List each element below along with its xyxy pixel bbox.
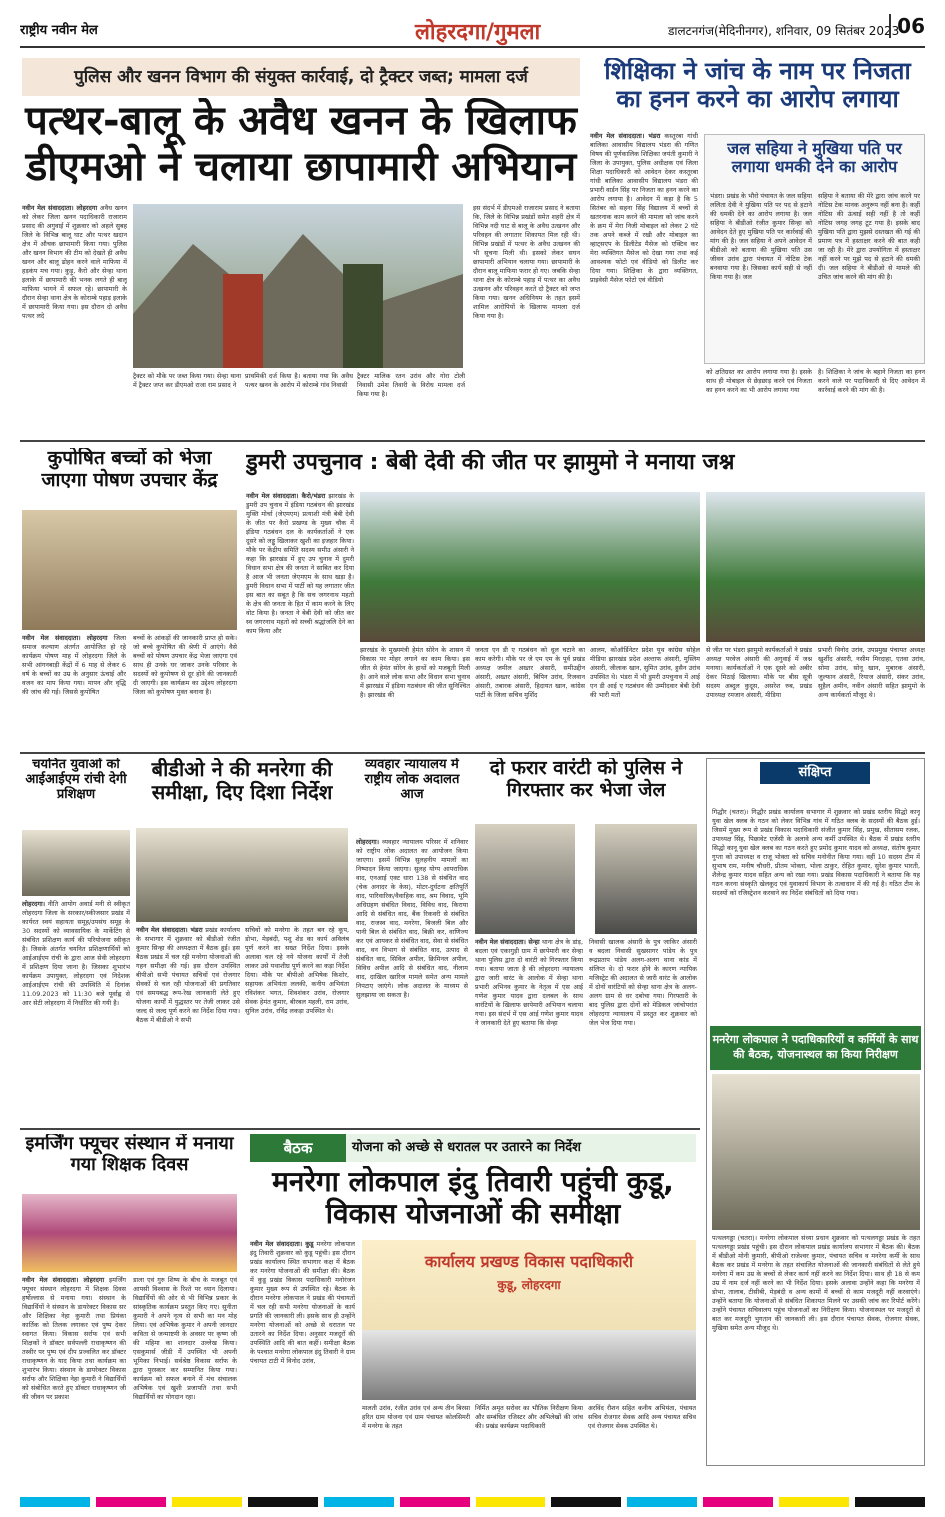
anganwadi-photo (22, 510, 237, 630)
warrant-col1 (475, 938, 583, 1122)
sahiya-col1: भंडरा। प्रखंड के भौरो पंचायत के जल सहिया ललिता देवी ने मुखिया पति पर पद से हटाने की धमकी देने का आरोप लगाया है। जल सहिया ने बीडीओ रंजीत कुमार सिन्हा को आवेदन देते हुए मुखिया पति पर कार्रवाई की मांग की है। जल सहिया ने अपने आवेदन में बीडीओ को बताया की मुखिया पति उस जीवन उरांव द्वारा पंचायत में नोटिस टेक बनवाया गया है। जिसका कार्य सही से नहीं किया गया है। जल (710, 192, 812, 281)
lead-col1-text: अवैध खनन को लेकर जिला खनन पदाधिकारी राजाराम प्रसाद की अगुवाई में शुक्रवार को अहले सुबह जिले के विभिन्न बालू घाट और पत्थर खदान क्षेत्र में औचक छापामारी किया गया। पुलिस और खनन विभाग की टीम को देखते ही अवैध खनन और बालू ढोहन करने वाले माफिया में हड़कंप मच गया। कुड़ू, कैरो और सेन्हा थाना इलाके में छापामारी की भनक लगते ही बालू माफिया भागने में सफल रहे। छापामारी के दौरान सेन्हा थाना क्षेत्र के कोराम्बे पहाड़ इलाके में छापामारी किया गया। इस दौरान दो अवैध पत्थर लदे (22, 204, 127, 320)
manrega-caption-3: अरविंद रौशन सहित कनीय अभियंता, पंचायत सचिव रोजगार सेवक आदि अन्य पंचायत सचिव एवं रोजगार सेवक उपस्थित थे। (588, 1405, 696, 1430)
dateline: डालटनगंज(मेदिनीनगर), शनिवार, 09 सितंबर 2023 (668, 24, 900, 38)
lead-headline: पत्थर-बालू के अवैध खनन के खिलाफ डीएमओ ने चलाया छापामारी अभियान (25, 98, 577, 190)
emerging-dateline: नवीन मेल संवाददाता। लोहरदगा (22, 1276, 105, 1284)
dumri-headline: डुमरी उपचुनाव : बेबी देवी की जीत पर झामुमो ने मनाया जश्न (246, 450, 735, 475)
kuposhit-col2: बच्चों के आंकड़ों की जानकारी प्राप्त हो सके। जो बच्चे कुपोषित की श्रेणी में आएंगे। वैसे बच्चों को पोषण उपचार केंद्र भेजा जाएगा एवं साथ ही उनके घर जाकर उनके परिवार के सदस्यों को कुपोषण से दूर होने की जानकारी दी जाएगी। इस कार्यक्रम का उद्देश्य लोहरदगा जिला को कुपोषण मुक्त बनाना है। (133, 634, 237, 696)
teacher-col2: को क्षतिग्रस्त का आरोप लगाया गया है। इसके साथ ही मोबाइल से छेड़छाड़ करने एवं निजता का हनन करने का भी आरोप लगाया गया (706, 368, 812, 394)
teacher-col1 (590, 132, 698, 372)
warrant-dateline: नवीन मेल संवाददाता। सेन्हा (475, 938, 540, 946)
sankshipt-tag: संक्षिप्त (760, 762, 870, 784)
sankshipt-head2: मनरेगा लोकपाल ने पदाधिकारियों व कर्मियों के साथ की बैठक, योजनास्थल का किया निरीक्षण (710, 1026, 921, 1070)
masthead (20, 14, 925, 48)
bdo-col1-text: प्रखंड कार्यालय के सभागार में शुक्रवार को बीडीओ रंजीत कुमार सिन्हा की अध्यक्षता में बैठक हुई। इस बैठक प्रखंड में चल रही मनरेगा योजनाओं की गहन समीक्षा की गई। इस दौरान उपस्थित बीपीओ सभी पंचायत सचिवों एवं रोजगार सेवकों से चल रही योजनाओं की प्रगतिवार एवं समयबद्ध रूप-रेख जानकारी लेते हुए योजना कार्यों में युद्धस्तर पर तेजी लाकर उसे जल्द से जल्द पूर्ण करने का निर्देश दिया गया। बैठक में बीडीओ ने सभी (136, 926, 240, 1024)
lokadalat-body-text: व्यवहार न्यायालय परिसर में शनिवार को राष्ट्रीय लोक अदालत का आयोजन किया जाएगा। इसमें विभिन्न सुलहनीय मामलों का निष्पादन किया जाएगा। सुलह योग्य आपराधिक वाद, एनआई एक्ट धारा 138 से संबंधित वाद (चेक अनादर के केस), मोटर-दुर्घटना क्षतिपूर्ति वाद, पारिवारिक/वैवाहिक वाद, श्रम विवाद, भूमि अधिग्रहण संबंधित विवाद, विविध वाद, किराया आदि से संबंधित वाद, बैंक रिकवरी से संबंधित वाद, राजस्व वाद, मनरेगा, बिजली बिल और पानी बिल से संबंधित वाद, बिक्री कर, वाणिज्य कर एवं आयकर से संबंधित वाद, सेवा से संबंधित वाद, वन विभाग से संबंधित वाद, उत्पाद से संबंधित वाद, सिविल अपील, क्रिमिनल अपील, विविध अपील आदि से संबंधित वाद, नीलाम वाद, दाखिल खारिज मामले समेत अन्य मामले निपटाए जाएंगे। लोक अदालत के माध्यम से सुलझाया जा सकता है। (356, 838, 468, 999)
section-title: लोहरदगा/गुमला (415, 20, 541, 45)
rocks-and-officers-illustration (133, 204, 463, 368)
iim-headline: चयनित युवाओं को आईआईएम रांची देगी प्रशिक्षण (25, 758, 127, 802)
dumri-col1-text: झारखंड के डुमरी उप चुनाव में इंडिया गठबंधन की झारखंड मुक्ति मोर्चा (जेएमएम) प्रत्याशी मंत्री बेबी देवी के जीत पर कैरो प्रखण्ड के मुख्य चौक में इंडिया गठबंधन दल के कार्यकर्ताओं ने एक दूसरे को लड्डू खिलाकर खुशी का इजहार किया। मौके पर केंद्रीय समिति सदस्य समीउ अंसारी ने कहा कि झारखंड में हुए उप चुनाव में दुमरी विधान सभा क्षेत्र की जनता ने साबित कर दिया है आज भी जनता जेएमएम के साथ खड़ा है। डुमरी विधान सभा में पार्टी को यह लगातार जीत इस बात का सबूत है कि सच जगरनाथ महतो के क्षेत्र की जनता के हित में काम करने के लिए वोट किया है। जनता ने बेबी देवी को जीत कर स्व जगरनाथ महतो को सच्ची श्रद्धांजलि देने का काम किया और (246, 492, 354, 635)
lead-kicker: पुलिस और खनन विभाग की संयुक्त कार्रवाई, दो ट्रैक्टर जब्त; मामला दर्ज (22, 58, 580, 96)
jmm-celebration-photo (360, 492, 700, 642)
manrega-caption-2: निर्मित अमृत सरोवर का भौतिक निरीक्षण किया और सम्बंधित रजिस्टर और अभिलेखों की जांच की। प्रखंड कार्यक्रम पदाधिकारी (475, 1405, 583, 1430)
teacher-headline: शिक्षिका ने जांच के नाम पर निजता का हनन करने का आरोप लगाया (604, 58, 911, 113)
banner-subtitle: कुडू, लोहरदगा (497, 1278, 561, 1292)
mining-raid-photo (133, 204, 463, 368)
bdo-col1 (136, 926, 240, 1122)
warrant-col1-text: थाना क्षेत्र के डांड़, बदला एवं एकागुड़ी ग्राम में छापेमारी कर सेन्हा थाना पुलिस द्वारा दो वारंटी को गिरफ्तार किया गया। बताया जाता है की लोहरदगा न्यायालय द्वारा जारी वारंट के आलोक में सेन्हा थाना प्रभारी अभिनव कुमार के नेतृत्व में एस आई गणेश कुमार यादव द्वारा दलबल के साथ वारंटियों के खिलाफ छापेमारी अभियान चलाया गया। इस संदर्भ में एस आई गणेश कुमार यादव ने जानकारी देते हुए बताया कि सेन्हा (475, 938, 583, 1027)
lead-caption-2: प्राथमिकी दर्ज किया है। बताया गया कि अवैध पत्थर खनन के आरोप में कोराम्बे गांव निवासी (245, 373, 353, 389)
meeting-table (362, 1330, 696, 1400)
jmm-flags-photo (706, 492, 925, 642)
iim-building-photo (22, 830, 130, 896)
lead-dateline: नवीन मेल संवाददाता। लोहरदगा (22, 204, 98, 212)
dumri-col1 (246, 492, 354, 746)
bdo-headline: बीडीओ ने की मनरेगा की समीक्षा, दिए दिशा निर्देश (151, 758, 333, 804)
kuposhit-col1-text: जिला समाज कल्याण अंतर्गत आयोजित हो रहे कार्यक्रम पोषण माह में लोहरदगा जिले के सभी आंगनबाड़ी केंद्रों में 6 माह से लेकर 6 वर्ष के बच्चों का उम्र के अनुसार ऊंचाई और वजन का माप किया गया। मापन और वृद्धि की जांच की गई। जिससे कुपोषित (22, 634, 126, 696)
print-color-bar (20, 1497, 925, 1507)
warrant-headline: दो फरार वारंटी को पुलिस ने गिरफ्तार कर भेजा जेल (489, 758, 683, 801)
banner-title: कार्यालय प्रखण्ड विकास पदाधिकारी (424, 1252, 634, 1271)
bdo-dateline: नवीन मेल संवाददाता। भंडरा (136, 926, 203, 934)
lokadalat-headline: व्यवहार न्यायालय में राष्ट्रीय लोक अदालत आज (364, 758, 460, 802)
dumri-col4: आलम, कोऑर्डिनेटर प्रदेश यूथ कांग्रेस सोहेल मीडिया झारखंड प्रदेश अल्ताफ अंसारी, मुस्लिम अंसारी, जीलाक खान, सुमित उरांव, हुसैन उरांव उपस्थित थे। भंडरा में भी डुमरी उपचुनाव में आई एन डी आई ए गठबंधन की उम्मीदवार बेबी देवी की भारी मतों (590, 646, 700, 699)
bdo-meeting-photo (136, 828, 348, 922)
accused-photo-1 (475, 824, 575, 934)
emerging-col2: डाला एवं गुरु शिष्य के बीच के मजबूत एवं आपसी विश्वास के रिश्ते पर ध्यान दिलाया। विद्यार्थियों की ओर से भी विभिन्न प्रकार के सांस्कृतिक कार्यक्रम प्रस्तुत किए गए। सुनीता कुमारी ने अपने नृत्य से सभी का मन मोह लिया। एवं अभिषेक कुमार ने अपनी जानदार कविता से जन्माष्टमी के अवसर पर कृष्ण जी की महिमा का शानदार उल्लेख किया। एसकुमार्स जीडी मेें उपस्थित भी अपनी भूमिका निभाई। सर्वश्रेष्ठ विकास सर्राफ के द्वारा पुरस्कार कर सम्मानित किया गया। कार्यक्रम को सफल बनाने में मंच संचालक अभिषेक एवं खुशी प्रजापति तथा सभी विद्यार्थियों का योगदान रहा। (133, 1276, 237, 1401)
dumri-col5: से जीत पर भंडरा झामुमो कार्यकर्ताओं ने प्रखंड अध्यक्ष परवेज अंसारी की अगुवाई में जश्न मनाया। कार्यकर्ताओं ने एक दूसरे को अबीर देकर मिठाई खिलाया। मौके पर बीस सूत्री सदस्य अब्दुल कुदूस, असरेश रुब, प्रखंड उपाध्यक्ष रमजान अंसारी, मीडिया (706, 646, 812, 699)
accused-photo-2 (595, 824, 697, 934)
emerging-headline: इमर्जिंग फ्यूचर संस्थान में मनाया गया शिक्षक दिवस (25, 1134, 234, 1175)
manrega-col1 (250, 1240, 355, 1466)
sahiya-headline: जल सहिया ने मुखिया पति पर लगाया धमकी देने का आरोप (727, 140, 902, 177)
dumri-col3: जनता एन डी ए गठबंधन को धूल चटाने का काम करेगी। मौके पर जे एम एम के पूर्व प्रखंड अध्यक्ष जमील अख्तर अंसारी, समीउद्दीन अंसारी, अख्तर अंसारी, बिपिन उरांव, रिजवान अंसारी, तबारक अंसारी, हिदायत खान, कांग्रेस पार्टी के जिला सचिव मुर्शिद (475, 646, 585, 699)
iim-body (22, 900, 130, 1122)
dumri-dateline: नवीन मेल संवाददाता। कैरो/भंडरा (246, 492, 326, 500)
teacher-dateline: नवीन मेल संवाददाता। भंडरा (590, 132, 661, 140)
page-number: 06 (889, 14, 925, 38)
lokpal-meeting-photo (712, 1074, 920, 1230)
iim-dateline: लोहरदगा। (22, 900, 46, 908)
manrega-caption-1: मालती उरांव, रंजीत उरांव एवं अन्य तीन बिरसा हरित ग्राम योजना एवं ग्राम पंचायत कोलसिमरी में मनरेगा के तहत (362, 1405, 470, 1430)
lead-col1 (22, 204, 127, 430)
lead-col4: इस संदर्भ में डीएमओ राजाराम प्रसाद ने बताया कि, जिले के विभिन्न प्रखंडों समेत शहरी क्षेत्र में विभिन्न नदी घाट से बालू के अवैध उत्खनन और परिवहन की लगातार शिकायत मिल रही थी। विभिन्न प्रखंडों में पत्थर के अवैध उत्खनन की भी सूचना मिली थी। इसको लेकर सघन छापामारी अभियान चलाया गया। छापामारी के दौरान बालू माफिया फरार हो गए। जबकि सेन्हा थाना क्षेत्र के कोराम्बे पहाड़ में पत्थर का अवैध उत्खनन और परिवहन करते दो ट्रैक्टर को जप्त किया गया। खनन अधिनियम के तहत इसमें शामिल आरोपियों के खिलाफ मामला दर्ज किया गया है। (473, 204, 580, 320)
newspaper-logo: राष्ट्रीय नवीन मेल (20, 23, 98, 38)
manrega-tag: बैठक (250, 1134, 346, 1162)
teachers-day-photo (22, 1194, 237, 1272)
kuposhit-headline: कुपोषित बच्चों को भेजा जाएगा पोषण उपचार केंद्र (41, 448, 218, 491)
sankshipt-head1 (710, 788, 921, 806)
iim-body-text: नीति आयोग अवार्ड मनी से स्वीकृत लोहरदगा जिला के सरकार/स्कीजसार प्रखंड में कार्यरत स्वयं सहायता समूह/उपसंघ समूह के 30 सदस्यों को व्यावसायिक के मार्केटिंग से संबंधित प्रशिक्षण कार्य की परियोजना स्वीकृत है। जिसके अंतर्गत चयनित प्रशिक्षणार्थियों को आईआईएम रांची के द्वारा आज सेवी लोहरदगा में प्रशिक्षण दिया जाना है। जिसका शुभारंभ कार्यक्रम उपायुक्त, लोहरदगा एवं निदेशक आईआईएम रांची की उपस्थिति में दिनांक 11.09.2023 को 11:30 बजे पूर्वाह्न से आर सेटी लोहरदगा में निर्धारित की गयी है। (22, 900, 130, 1007)
manrega-col1-text: मनरेगा लोकपाल इंदु तिवारी शुक्रवार को कुडू पहुंची। इस दौरान प्रखंड कार्यालय स्थित सभागार कक्ष में बैठक कर मनरेगा योजनाओं की समीक्षा की। बैठक में कुडू प्रखंड विकास पदाधिकारी मनोरंजन कुमार मुख्य रूप से उपस्थित रहे। बैठक के दौरान मनरेगा लोकपाल ने प्रखंड की पंचायतों में चल रही सभी मनरेगा योजनाओं के कार्य प्रगति की जानकारी ली। इसके साथ ही उन्होंने मनरेगा योजनाओं को अच्छे से धरातल पर उतारने का निर्देश दिया। अनुसार मजदूरों की उपस्थिति आदि की बात कहीं। समीक्षा बैठक के पश्चात मनरेगा लोकपाल इंदु तिवारी ने ग्राम पंचायत टाटी में विनोद उरांव, (250, 1240, 355, 1365)
manrega-dateline: नवीन मेल संवाददाता। कुडू (250, 1240, 314, 1248)
warrant-col2: निवासी खालक अंसारी के पुत्र जाकिर अंसारी व बदला निवासी सुखसागर पांडेय के पुत्र रूद्रप्रताप पांडेय अलग-अलग थाना कांड में संलिप्त थे। दो फरार होने के कारण न्यायिक मजिस्ट्रेट की अदालत से जारी वारंट के आलोक में दोनों वारंटियों को सेन्हा थाना क्षेत्र के अलग-अलग ग्राम से धर दबोचा गया। गिरफ्तारी के बाद पुलिस द्वारा दोनों को मेडिकल जांचोपरांत लोहरदगा न्यायालय में प्रस्तुत कर शुक्रवार को जेल भेज दिया गया। (589, 938, 697, 1027)
emerging-col1 (22, 1276, 126, 1466)
divider (20, 752, 925, 754)
manrega-headline: मनरेगा लोकपाल इंदु तिवारी पहुंची कुडू, विकास योजनाओं की समीक्षा (272, 1166, 674, 1231)
kuposhit-dateline: नवीन मेल संवाददाता। लोहरदगा (22, 634, 108, 642)
kuposhit-col1 (22, 634, 126, 746)
dumri-col2: झारखंड के मुख्यमंत्री हेमंत सोरेन के शासन में विकास पर मोहर लगाने का काम किया। इस जीत से हेमंत सोरेन के हाथों को मजबूती मिली है। आने वाले लोक सभा और विधान सभा चुनाव में झारखंड में इंडिया गठबंधन की जीत सुनिश्चित है। झारखंड की (360, 646, 470, 699)
sankshipt-body2: पत्थलगड्डा (चतरा)। मनरेगा लोकपाल संध्या प्रधान शुक्रवार को पत्थलगड्डा प्रखंड के तहत पत्थलगड्डा प्रखंड पहुंची। इस दौरान लोकपाल प्रखंड कार्यालय सभागार में बैठक की। बैठक में बीडीओ मोनी कुमारी, बीपीओ राजेश्वर कुमार, पंचायत सचिव व मनरेगा कर्मी के साथ बैठक कर प्रखंड में मनरेगा के तहत संचालित योजनाओं की जानकारी संबंधितों से लेते हुये मनरेगा में कम उम्र के बच्चों से लेकर कार्य नहीं करने का निर्देश दिया। साथ ही 18 से कम उम्र में नाम दर्ज नहीं करने का भी निर्देश दिया। इसके अलावा उन्होंने कहा कि मनरेगा में डोभा, तालाब, टीसीबी, मेड़बंदी व अन्य कामों में बच्चों से काम मजदूरी नहीं करवाएंगे। उन्होंने बताया कि योजनाओं से संबंधित शिकायत मिलने पर उसकी जांच कर रिपोर्ट करेंगे। उन्होंने पंचायत सचिवालय पहुंच योजनाओं का निरीक्षण किया। योजनास्थल पर मजदूरों से बात कर मजदूरी भुगतान की जानकारी ली। इस दौरान पंचायत सेवक, रोजगार सेवक, मुखिया समेत अन्य मौजूद थे। (712, 1234, 920, 1332)
lokadalat-dateline: लोहरदगा। (356, 838, 380, 846)
kudu-office-photo (362, 1240, 696, 1400)
teacher-col1-text: कस्तूरबा गांधी बालिका आवासीय विद्यालय भंडरा की गणित विषय की पूर्णकालिक शिक्षिका जयंती कुमारी ने जिला के उपायुक्त, पुलिस अधीक्षक एवं जिला शिक्षा पदाधिकारी को आवेदन देकर कस्तूरबा गांधी बालिका आवासीय विद्यालय भंडरा की प्रभारी वार्डन सिंह पर निजता का हनन करने का आरोप लगाया है। आवेदन में कहा है कि 5 सितंबर को सहना सिंह विद्यालय में बच्चों से खतरनाक काम करने की मामला को जांच करने के क्रम में मेरा निजी मोबाइल को लेकर 2 घंटे तक अपने कब्जे में रखी और मोबाइल का व्हाट्सएप के डिलीटेड मैसेज को एक्टिव कर मेरा व्यक्तिगत मैसेज को देखा गया तथा कई आवश्यक फोटो एवं वीडियो को डिलीट कर दिया गया। शिक्षिका के द्वारा व्यक्तिगत, प्राइवेसी मैसेज फोटो एवं वीडियो (590, 132, 698, 284)
divider (20, 1128, 700, 1130)
divider (20, 440, 925, 442)
lead-caption-3: ट्रैक्टर मालिक रतन उरांव और गोरा टोली निवासी उमेश तिवारी के विरोध मामला दर्ज किया गया है। (357, 373, 465, 398)
lokadalat-body (356, 838, 468, 1122)
teacher-col3: है। शिक्षिका ने जांच के बहाने निजता का हनन करने वाले पर पदाधिकारी से दिए आवेदन में कार्रवाई करने की मांग की है। (818, 368, 925, 394)
lead-caption-1: ट्रैक्टर को मौके पर जब्त किया गया। सेन्हा थाना में ट्रैक्टर जप्त कर डीएमओ राजा राम प्रसाद ने (133, 373, 241, 389)
manrega-kicker: योजना को अच्छे से धरातल पर उतारने का निर्देश (346, 1134, 696, 1162)
emerging-col1-text: इमर्जिंग फ्यूचर संस्थान लोहरदगा में शिक्षक दिवस हर्षोल्लास से मनाया गया। संस्थान के विद्यार्थियों ने संस्थान के डायरेक्टर विकास सर और शिक्षिका नेहा कुमारी तथा प्रियंका कार्तिक को तिलक लगाकर एवं पुष्प देकर स्वागत किया। विकास सर्राफ एवं सभी शिक्षकों ने डॉक्टर सर्वपल्ली राधाकृष्णन की तस्वीर पर पुष्प एवं दीप प्रज्वलित कर डॉक्टर राधाकृष्णन के याद किया तथा कार्यक्रम का शुभारंभ किया। संस्थान के डायरेक्टर विकास सर्राफ और शिक्षिका नेहा कुमारी ने विद्यार्थियों को संबोधित करते हुए डॉक्टर राधाकृष्णन जी की जीवन पर प्रकाश (22, 1276, 126, 1401)
sankshipt-body1: गिद्धौर (चतरा)। गिद्धौर प्रखंड कार्यालय सभागार में शुक्रवार को प्रखंड स्तरीय सिद्धो कानू युवा खेल क्लब के गठन को लेकर विभिन्न गांव में गठित क्लब के सदस्यों की बैठक हुई। जिसमें मुख्य रूप से प्रखंड विकास पदाधिकारी संजीत कुमार सिंह, प्रमुख, सीतासम रजक, उपाध्यक्ष सिंह, पिछावेट एजेंसी के अलावे अन्य कर्मी उपस्थित थे। बैठक में प्रखंड स्तरीय सिद्धो कानू युवा खेल क्लब का गठन करते हुए प्रमोद कुमार यादव को अध्यक्ष, संतोष कुमार गुप्ता को उपाध्यक्ष व राजू भोक्ता को सचिव मनोनीत किया गया। वहीं 10 सदस्य टीम में सुभाष राम, मनीष चौधरी, प्रीतम भोक्ता, भोला ठाकुर, रोहित कुमार, सुरेश कुमार भारती, शैलेन्द्र कुमार यादव सहित अन्य को रखा गया। प्रखंड विकास पदाधिकारी ने बताया कि यह गठन करना संस्कृति खेलकूद एवं युवाकार्य विभाग के तत्वाधान में की गई है। गठित टीम के सदस्यों को रजिस्ट्रेशन करवाने का निर्देश संबंधितों को दिया गया। (712, 808, 920, 897)
bdo-col2: सचिवों को मनरेगा के तहत बन रहे कूप, डोभा, मेड़बंदी, पशु शेड का कार्य अविलंब पूर्ण करने का सख्त निर्देश दिया। इसके अलावा चल रहे नये योजना कार्यों में तेजी लाकर उसे यथाशीघ्र पूर्ण करने का कड़ा निर्देश दिया। मौके पर बीपीओ अभिषेक किशोर, सहायक अभियंता ललकी, कनीय अभियंता रविशंकर भगत, शिवशंकर उरांव, रोजगार सेवक हेमंत कुमार, बीरबल महली, राम उरांव, सुनिल उरांव, रविंद्र लकड़ा उपस्थित थे। (245, 926, 349, 1015)
dumri-col6: प्रभारी विनोद उरांव, उपप्रमुख पंचायत अध्यक्ष खुर्शीद अंसारी, नसीम मिरदाहा, एतवा उरांव, सोमा उरांव, सोनू खान, मुबारक अंसारी, जुल्फान अंसारी, रियाज अंसारी, संकर उरांव, सुहैल अमीन, नवीन अंसारी सहित झामुमो के अन्य कार्यकर्ता मौजूद थे। (818, 646, 925, 699)
sahiya-col2: सहिया ने बताया की मेरे द्वारा जांच करने पर नोटिस टेक मानक अनुरूप नहीं बना है। कहीं नोटिस की ऊंचाई सही नहीं है तो कहीं नोटिस जगह जगह टूट गया है। इसके बाद मुखिया पति द्वारा मुझसे दस्तखत की गई की प्रमाण पत्र में हस्ताक्षर करने की बात कही जा रही है। मेरे द्वारा उपयोगिता में हस्ताक्षर नहीं करने पर मुझे पद से हटाने की धमकी दी। जल सहिया ने बीडीओ से मामले की उचित जांच करने की मांग की है। (818, 192, 920, 281)
